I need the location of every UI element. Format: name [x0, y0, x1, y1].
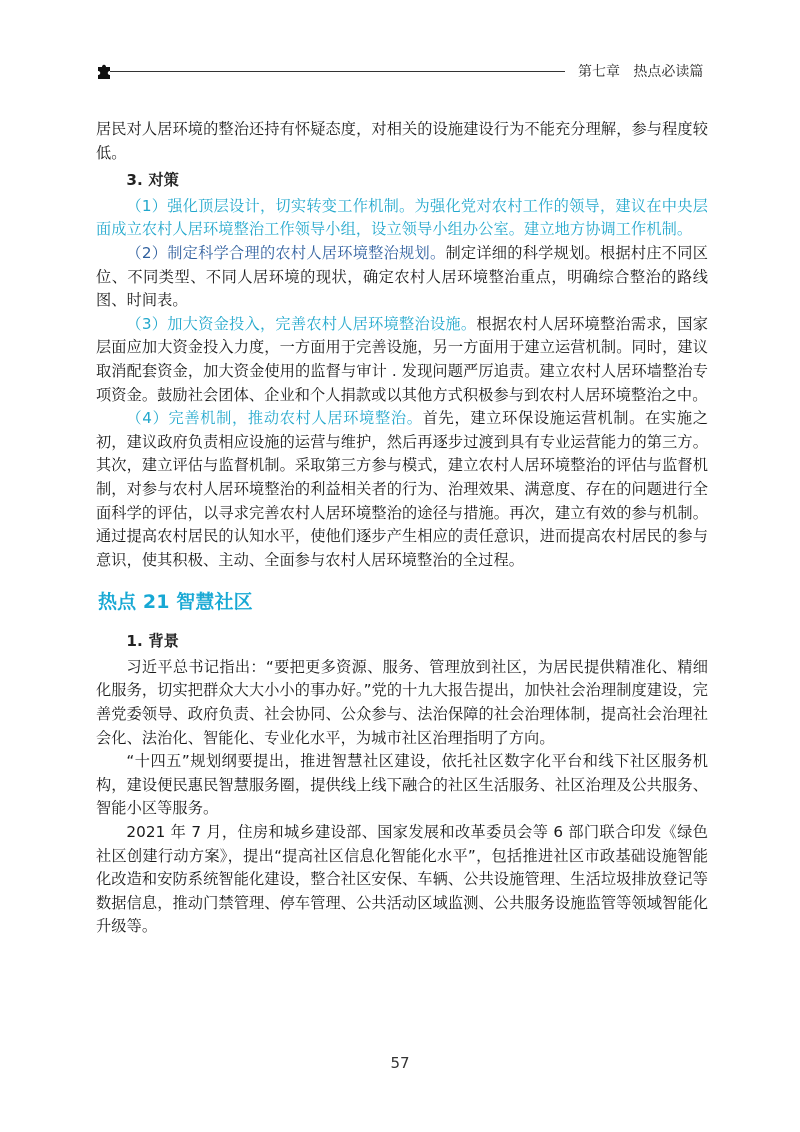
- countermeasure-4-text: 首先，建立环保设施运营机制。在实施之初，建议政府负责相应设施的运营与维护，然后再逐步过渡到具有专业运营能力的第三方。其次，建立评估与监督机制。采取第三方参与模式，建立农村人居环境整治的评估与监督机制，对参与农村人居环境整治的利益相关者的行为、治理效果、满意度、存在的问题进行全面科学的评估，以寻求完善农村人居环境整治的途径与措施。再次，建立有效的参与机制。通过提高农村居民的认知水平，使他们逐步产生相应的责任意识，进而提高农村居民的参与意识，使其积极、主动、全面参与农村人居环境整治的全过程。: [96, 409, 708, 569]
- header-rule: [110, 71, 565, 72]
- background-heading: 1. 背景: [126, 632, 179, 651]
- countermeasure-2-lead: （2）制定科学合理的农村人居环境整治规划。: [126, 243, 446, 262]
- countermeasure-4: [96, 407, 708, 572]
- background-paragraph-1: 习近平总书记指出：“要把更多资源、服务、管理放到社区，为居民提供精准化、精细化服务，切实把群众大大小小的事办好。”党的十九大报告提出，加快社会治理制度建设，完善党委领导、政府负责、社会协同、公众参与、法治保障的社会治理体制，提高社会治理社会化、法治化、智能化、专业化水平，为城市社区治理指明了方向。: [96, 657, 708, 747]
- countermeasure-3: [96, 313, 708, 407]
- countermeasure-3-lead: （3）加大资金投入，完善农村人居环境整治设施。: [126, 314, 477, 333]
- background-paragraph-2: “十四五”规划纲要提出，推进智慧社区建设，依托社区数字化平台和线下社区服务机构，建设便民惠民智慧服务圈，提供线上线下融合的社区生活服务、社区治理及公共服务、智能小区等服务。: [96, 752, 708, 818]
- countermeasure-4-lead: （4）完善机制，推动农村人居环境整治。: [126, 409, 423, 428]
- countermeasure-1: （1）强化顶层设计，切实转变工作机制。为强化党对农村工作的领导，建议在中央层面成立农村人居环境整治工作领导小组，设立领导小组办公室。建立地方协调工作机制。: [96, 196, 708, 239]
- intro-paragraph: 居民对人居环境的整治还持有怀疑态度，对相关的设施建设行为不能充分理解，参与程度较低。: [96, 120, 708, 162]
- running-header: [578, 61, 703, 81]
- page-body: [96, 118, 708, 939]
- page-number: 57: [390, 1054, 410, 1072]
- page-header: [96, 60, 706, 82]
- background-paragraph-3: 2021 年 7 月，住房和城乡建设部、国家发展和改革委员会等 6 部门联合印发《绿色社区创建行动方案》，提出“提高社区信息化智能化水平”，包括推进社区市政基础设施智能化改造和安防系统智能化建设，整合社区安保、车辆、公共设施管理、生活垃圾排放登记等数据信息，推动门禁管理、停车管理、公共活动区域监测、公共服务设施监管等领域智能化升级等。: [96, 823, 708, 936]
- hotspot-title: 热点 21 智慧社区: [98, 591, 253, 614]
- countermeasure-2: [96, 242, 708, 313]
- countermeasure-2-text: 制定详细的科学规划。根据村庄不同区位、不同类型、不同人居环境的现状，确定农村人居环境整治重点，明确综合整治的路线图、时间表。: [96, 243, 709, 310]
- countermeasure-3-text: 根据农村人居环境整治需求，国家层面应加大资金投入力度，一方面用于完善设施，另一方面用于建立运营机制。同时，建议取消配套资金，加大资金使用的监督与审计 . 发现问题严厉追责。建立农村人居环墙整治专项资金。鼓励社会团体、企业和个人捐款或以其他方式积极参与到农村人居环境整治之中。: [96, 314, 709, 404]
- countermeasures-heading: 3. 对策: [126, 171, 179, 190]
- chapter-label: 第七章: [578, 64, 620, 80]
- section-label: 热点必读篇: [633, 64, 704, 80]
